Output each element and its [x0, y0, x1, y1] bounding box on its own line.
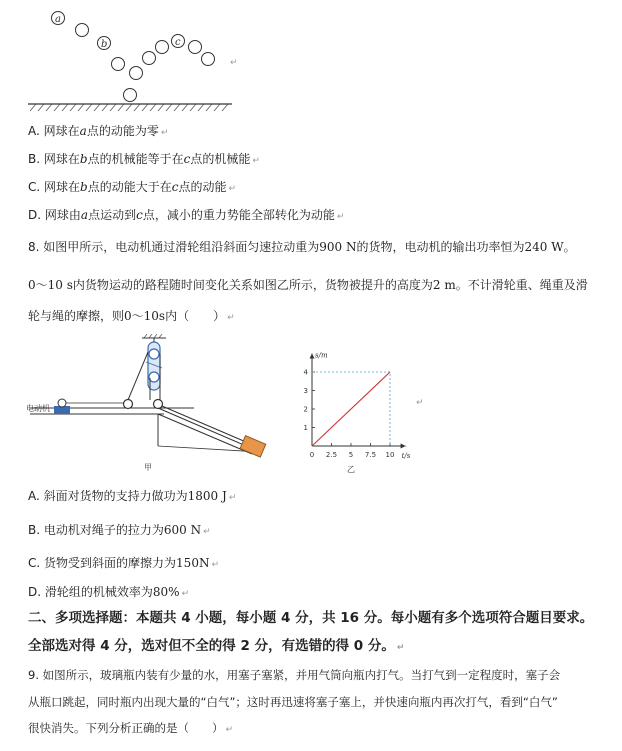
bouncing-ball-figure: [20, 0, 250, 112]
q7-option-d[interactable]: D. 网球由a点运动到c点，减小的重力势能全部转化为动能 ↵: [28, 208, 345, 222]
section2-heading-line1: 二、多项选择题：本题共 4 小题，每小题 4 分，共 16 分。每小题有多个选项符合题目要求。: [28, 610, 594, 626]
q8-option-a[interactable]: A. 斜面对货物的支持力做功为1800 J ↵: [28, 489, 237, 503]
x-axis-arrow: [401, 444, 406, 449]
q7-option-c[interactable]: C. 网球在b点的动能大于在c点的动能 ↵: [28, 180, 237, 194]
x-axis-label: t/s: [401, 452, 411, 460]
s-t-chart: [292, 344, 422, 476]
y-tick-label: 1: [303, 424, 308, 432]
series-line: [312, 372, 390, 446]
label-b: b: [101, 39, 108, 50]
figure-yi-caption: 乙: [347, 465, 355, 474]
x-tick-label: 7.5: [364, 451, 377, 459]
para-mark: ↵: [230, 58, 238, 68]
q9-stem-line2: 从瓶口跳起，同时瓶内出现大量的“白气”；这时再迅速将塞子塞上，并快速向瓶内再次打气，看到“白气”: [28, 695, 558, 709]
y-tick-label: 3: [303, 387, 308, 395]
q8-option-c[interactable]: C. 货物受到斜面的摩擦力为150N ↵: [28, 556, 219, 570]
section2-heading-line2: 全部选对得 4 分，选对但不全的得 2 分，有选错的得 0 分。 ↵: [28, 638, 405, 654]
x-tick-label: 0: [309, 451, 315, 459]
x-tick-label: 2.5: [325, 451, 338, 459]
pulley-incline-figure: [24, 334, 274, 476]
motor-label: 电动机: [26, 404, 50, 413]
q8-stem-line3: 轮与绳的摩擦，则0～10s内（ ） ↵: [28, 309, 235, 323]
para-mark: ↵: [416, 398, 424, 408]
y-tick-label: 2: [303, 405, 308, 414]
figure-jia-caption: 甲: [144, 463, 152, 472]
y-axis-label: s/m: [315, 351, 328, 360]
q8-stem-line2: 0～10 s内货物运动的路程随时间变化关系如图乙所示，货物被提升的高度为2 m。不计滑轮重、绳重及滑: [28, 278, 588, 292]
q8-option-d[interactable]: D. 滑轮组的机械效率为80% ↵: [28, 585, 190, 599]
q8-option-b[interactable]: B. 电动机对绳子的拉力为600 N ↵: [28, 523, 211, 537]
y-axis-arrow: [310, 354, 315, 359]
x-tick-label: 10: [385, 451, 395, 459]
q7-option-b[interactable]: B. 网球在b点的机械能等于在c点的机械能 ↵: [28, 152, 260, 166]
q8-stem-line1: 8. 如图甲所示，电动机通过滑轮组沿斜面匀速拉动重为900 N的货物，电动机的输出功率恒为240 W。: [28, 240, 576, 254]
label-c: c: [175, 37, 181, 48]
q9-stem-line1: 9. 如图所示，玻璃瓶内装有少量的水，用塞子塞紧，并用气筒向瓶内打气。当打气到一定程度时，塞子会: [28, 668, 561, 682]
y-tick-label: 4: [303, 368, 308, 377]
q9-stem-line3: 很快消失。下列分析正确的是（ ） ↵: [28, 721, 234, 735]
label-a: a: [55, 14, 61, 25]
x-tick-label: 5: [348, 451, 354, 459]
q7-option-a[interactable]: A. 网球在a点的动能为零 ↵: [28, 124, 169, 138]
